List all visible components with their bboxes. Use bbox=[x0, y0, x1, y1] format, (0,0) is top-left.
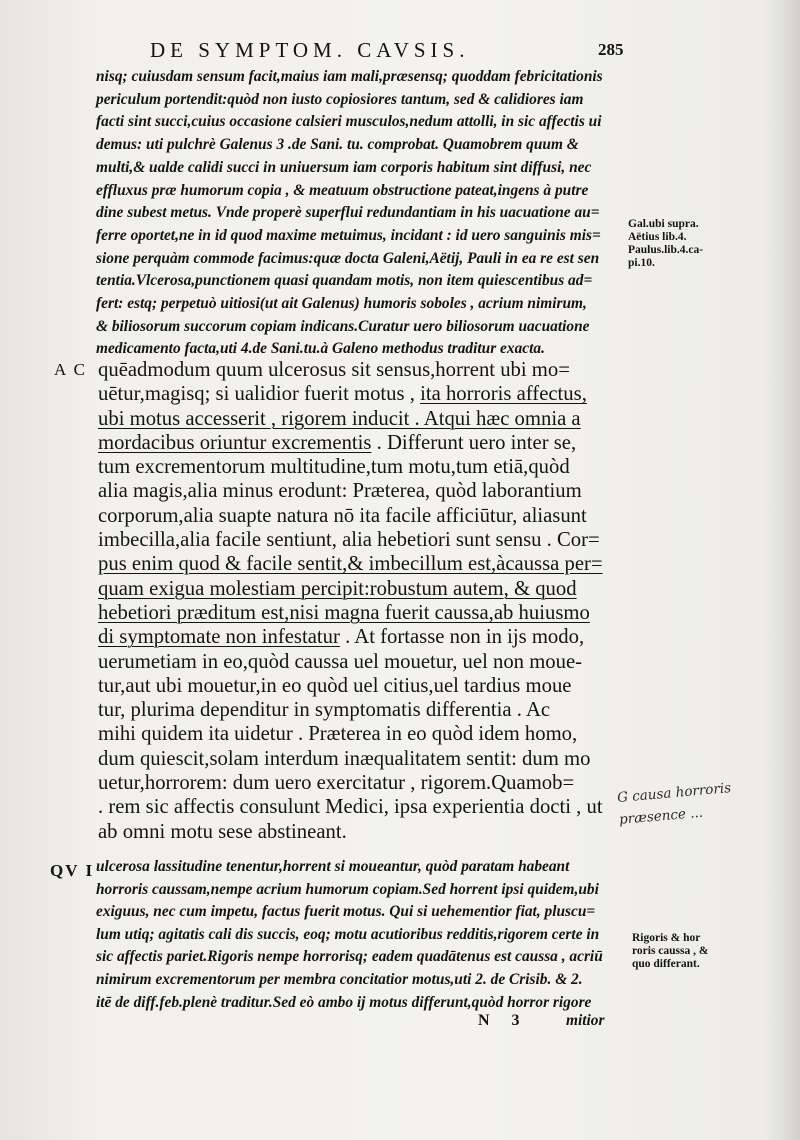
text-line bbox=[98, 698, 613, 722]
text-line: itē de diff.feb.plenè traditur.Sed eò ambo ij motus differunt,quòd horror rigore bbox=[96, 993, 592, 1011]
text-line bbox=[98, 747, 613, 771]
roman-text-block bbox=[98, 358, 613, 844]
section-marker-qui: QV I bbox=[50, 861, 95, 880]
text-line bbox=[98, 455, 613, 479]
plain-text: uētur,magisq; si ualidior fuerit motus , bbox=[98, 383, 421, 406]
text-line bbox=[98, 674, 613, 698]
underlined-text: quam exigua molestiam percipit:robustum autem, & quod bbox=[98, 577, 577, 600]
margin-note-line: Aëtius lib.4. bbox=[628, 231, 687, 243]
text-line bbox=[98, 479, 613, 503]
text-line bbox=[98, 577, 613, 601]
text-line: multi,& ualde calidi succi in uniuersum iam corporis habitum sint diffusi, nec bbox=[96, 158, 592, 176]
text-line: lum utiq; agitatis cali dis succis, eoq; motu acutioribus redditis,rigorem certe in bbox=[96, 925, 600, 943]
plain-text: corporum,alia suapte natura nō ita facile afficiūtur, aliasunt bbox=[98, 504, 587, 527]
plain-text: tum excrementorum multitudine,tum motu,tum etiā,quòd bbox=[98, 456, 570, 479]
text-line: horroris caussam,nempe acrium humorum copiam.Sed horrent ipsi quidem,ubi bbox=[96, 880, 599, 898]
margin-note-line: Paulus.lib.4.ca- bbox=[628, 244, 704, 256]
text-line: tentia.Vlcerosa,punctionem quasi quandam motis, non item quiescentibus ad= bbox=[96, 272, 593, 290]
plain-text: uetur,horrorem: dum uero exercitatur , rigorem.Quamob= bbox=[98, 772, 575, 795]
text-line bbox=[98, 601, 613, 625]
plain-text: tur,aut ubi mouetur,in eo quòd uel citius,uel tardius moue bbox=[98, 674, 572, 697]
text-line: medicamento facta,uti 4.de Sani.tu.à Galeno methodus traditur exacta. bbox=[96, 340, 545, 358]
plain-text: alia magis,alia minus erodunt: Præterea, quòd laborantium bbox=[98, 480, 582, 503]
signature-mark: N 3 bbox=[478, 1012, 529, 1029]
text-line bbox=[98, 528, 613, 552]
underlined-text: ubi motus accesserit , rigorem inducit . Atqui hæc omnia a bbox=[98, 407, 581, 430]
italic-commentary-block-1 bbox=[96, 66, 606, 361]
text-line: sic affectis pariet.Rigoris nempe horrorisq; eadem quadātenus est caussa , acriū bbox=[96, 948, 603, 966]
margin-note-sources bbox=[628, 218, 703, 270]
catchword: mitior bbox=[566, 1012, 605, 1029]
text-line bbox=[98, 358, 613, 382]
text-line: facti sint succi,cuius occasione calsieri musculos,nedum attolli, in sic affectis ui bbox=[96, 113, 602, 131]
text-line: exiguus, nec cum impetu, factus fuerit motus. Qui si uehementior fiat, pluscu= bbox=[96, 903, 596, 921]
text-line: ulcerosa lassitudine tenentur,horrent si moueantur, quòd paratam habeant bbox=[96, 858, 570, 875]
margin-note-rigoris bbox=[632, 932, 708, 971]
text-line: fert: estq; perpetuò uitiosi(ut ait Galenus) humoris soboles , acrium nimirum, bbox=[96, 295, 587, 313]
text-line bbox=[98, 795, 613, 819]
text-line bbox=[98, 650, 613, 674]
text-line: periculum portendit:quòd non iusto copiosiores tantum, sed & calidiores iam bbox=[96, 90, 584, 108]
margin-note-line: Rigoris & hor bbox=[632, 932, 701, 944]
underlined-text: pus enim quod & facile sentit,& imbecillum est,àcaussa per= bbox=[98, 553, 603, 576]
text-line bbox=[98, 771, 613, 795]
text-line bbox=[98, 625, 613, 649]
text-line bbox=[98, 382, 613, 406]
text-line bbox=[98, 504, 613, 528]
margin-note-line: Gal.ubi supra. bbox=[628, 218, 699, 230]
plain-text: imbecilla,alia facile sentiunt, alia hebetiori sunt sensu . Cor= bbox=[98, 529, 600, 552]
text-line: demus: uti pulchrè Galenus 3 .de Sani. tu. comprobat. Quamobrem quum & bbox=[96, 136, 579, 154]
text-line: ferre oportet,ne in id quod maxime metuimus, incidant : id uero sanguinis mis= bbox=[96, 226, 601, 244]
margin-note-line: roris caussa , & bbox=[632, 945, 709, 957]
plain-text: uerumetiam in eo,quòd caussa uel mouetur, uel non moue- bbox=[98, 650, 583, 673]
text-line: nimirum excrementorum per membra concitatior motus,uti 2. de Crisib. & 2. bbox=[96, 970, 583, 988]
plain-text: mihi quidem ita uidetur . Præterea in eo quòd idem homo, bbox=[98, 723, 578, 746]
margin-note-line: pi.10. bbox=[628, 257, 655, 269]
running-head: DE SYMPTOM. CAVSIS. bbox=[150, 38, 470, 62]
text-line: dine subest metus. Vnde properè superflui redundantiam in his uacuatione au= bbox=[96, 204, 600, 222]
text-line: nisq; cuiusdam sensum facit,maius iam mali,præsensq; quoddam febricitationis bbox=[96, 68, 603, 85]
text-line: & biliosorum succorum copiam indicans.Curatur uero biliosorum uacuatione bbox=[96, 317, 590, 335]
plain-text: quēadmodum quum ulcerosus sit sensus,horrent ubi mo= bbox=[98, 359, 570, 381]
underlined-text: hebetiori præditum est,nisi magna fuerit caussa,ab huiusmo bbox=[98, 601, 590, 624]
margin-note-line: quo differant. bbox=[632, 958, 700, 970]
page-gutter-shadow bbox=[764, 0, 800, 1140]
plain-text: tur, plurima dependitur in symptomatis differentia . Ac bbox=[98, 699, 551, 722]
plain-text: . At fortasse non in ijs modo, bbox=[339, 626, 585, 649]
underlined-text: ita horroris affectus, bbox=[420, 383, 587, 406]
section-marker-a: A C bbox=[54, 360, 87, 379]
text-line bbox=[98, 722, 613, 746]
handwritten-annotation bbox=[616, 777, 734, 831]
text-line: sione perquàm commode facimus:quæ docta Galeni,Aëtij, Pauli in ea re est sen bbox=[96, 249, 600, 267]
italic-commentary-block-2 bbox=[96, 856, 608, 1014]
underlined-text: mordacibus oriuntur excrementis bbox=[98, 431, 372, 454]
plain-text: ab omni motu sese abstineant. bbox=[98, 820, 347, 843]
underlined-text: di symptomate non infestatur bbox=[98, 626, 340, 649]
page-number: 285 bbox=[598, 40, 624, 59]
plain-text: . rem sic affectis consulunt Medici, ipsa experientia docti , ut bbox=[98, 796, 603, 819]
text-line: effluxus præ humorum copia , & meatuum obstructione pateat,ingens à putre bbox=[96, 181, 589, 199]
text-line bbox=[98, 552, 613, 576]
text-line bbox=[98, 431, 613, 455]
text-line bbox=[98, 407, 613, 431]
plain-text: . Differunt uero inter se, bbox=[371, 431, 577, 454]
handwritten-line: præsence ... bbox=[618, 804, 704, 828]
plain-text: dum quiescit,solam interdum inæqualitatem sentit: dum mo bbox=[98, 747, 591, 770]
text-line bbox=[98, 820, 613, 844]
handwritten-line: G causa horroris bbox=[616, 780, 732, 806]
